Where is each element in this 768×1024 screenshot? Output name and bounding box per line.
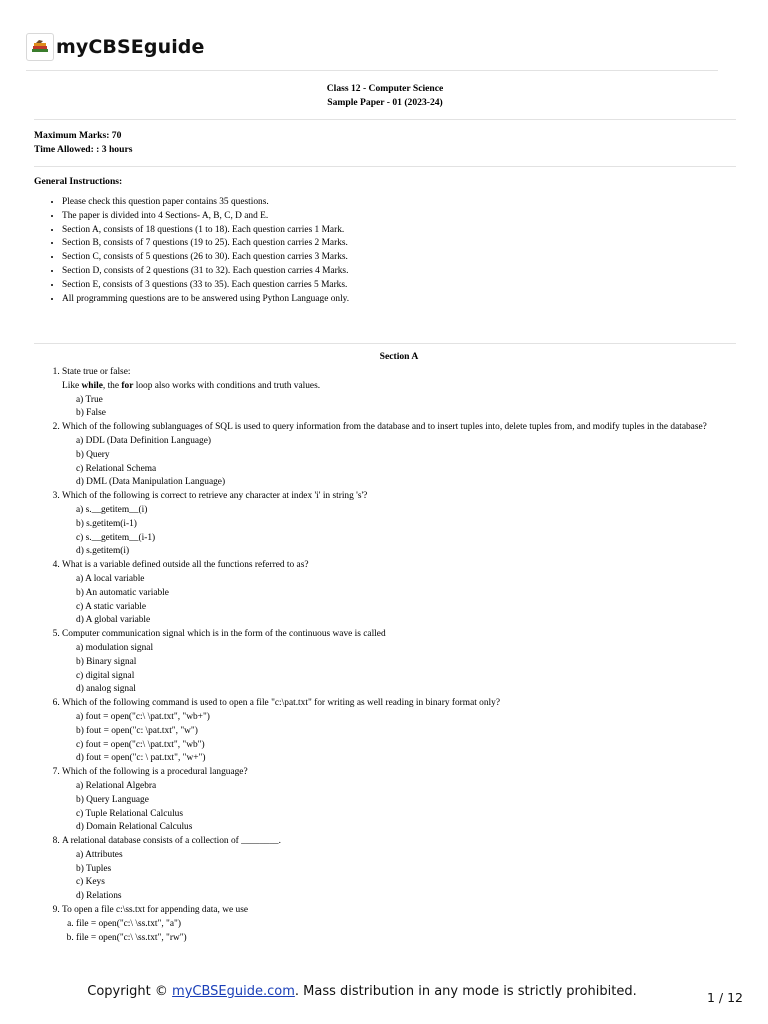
paper-meta [34,129,132,156]
statement-text: loop also works with conditions and truth values. [133,380,321,391]
header [26,32,205,62]
option-item: a) modulation signal [76,642,154,653]
option-item: c) Keys [76,877,105,888]
instruction-item: • Section E, consists of 3 questions (33 to 35). Each question carries 5 Marks. [62,279,349,293]
sample-line: Sample Paper - 01 (2023-24) [327,97,443,108]
section-title: Section A [379,351,419,362]
option-item: c) s.__getitem__(i-1) [76,532,156,543]
option-item: c) fout = open("c:\ \pat.txt", "wb") [76,739,205,750]
option-item: a) Relational Algebra [76,780,157,791]
site-link[interactable]: myCBSEguide.com [172,984,295,999]
question-text: To open a file c:\ss.txt for appending data, we use [62,905,249,916]
options-list [62,573,730,628]
option-item: d) A global variable [76,615,151,626]
option-item: d) fout = open("c: \ pat.txt", "w+") [76,753,206,764]
question-statement [62,380,730,394]
option-item: d) DML (Data Manipulation Language) [76,477,226,488]
option-item: a) DDL (Data Definition Language) [76,435,212,446]
option-item: a. file = open("c:\ \ss.txt", "a") [76,918,730,932]
question-list [34,366,730,945]
copyright-suffix: . Mass distribution in any mode is strictly prohibited. [294,984,637,999]
question-text: Which of the following is correct to retrieve any character at index 'i' in string 's'? [62,491,368,502]
option-item: a) fout = open("c:\ \pat.txt", "wb+") [76,711,210,722]
paper-title [34,82,736,110]
instruction-item: • Section C, consists of 5 questions (26 to 30). Each question carries 3 Marks. [62,251,349,265]
option-item: c) Relational Schema [76,463,157,474]
statement-text: , the [102,380,122,391]
options-list [62,504,730,559]
instruction-item: • The paper is divided into 4 Sections- A, B, C, D and E. [62,210,349,224]
class-line: Class 12 - Computer Science [326,83,444,94]
instructions-title: General Instructions: [34,176,123,187]
option-item: b) Tuples [76,863,112,874]
instruction-item: • Section B, consists of 7 questions (19 to 25). Each question carries 2 Marks. [62,237,349,251]
option-item: a) s.__getitem__(i) [76,504,148,515]
options-list [62,435,730,490]
options-list [62,711,730,766]
option-item: a) Attributes [76,849,123,860]
question-item [62,697,730,766]
option-item: d) s.getitem(i) [76,546,130,557]
header-divider [26,70,718,71]
option-item: b) An automatic variable [76,587,169,598]
question-item [62,835,730,904]
footer [0,984,724,999]
question-text: A relational database consists of a collection of ________. [62,836,281,847]
options-list [62,394,730,422]
option-item: b) s.getitem(i-1) [76,518,137,529]
option-item: b) Binary signal [76,656,137,667]
options-list [62,780,730,835]
instructions-list [34,196,349,306]
option-item: a) True [76,394,103,405]
keyword-for: for [121,380,134,391]
option-item: d) Relations [76,891,122,902]
instruction-item: • Please check this question paper contains 35 questions. [62,196,349,210]
question-item [62,366,730,421]
page-number: 1 / 12 [706,990,743,1005]
question-item [62,490,730,559]
time-allowed: Time Allowed: : 3 hours [34,143,133,155]
divider [34,343,736,344]
option-item: c) Tuple Relational Calculus [76,808,184,819]
question-item [62,559,730,628]
copyright-prefix: Copyright © [87,984,173,999]
option-item: b. file = open("c:\ \ss.txt", "rw") [76,932,730,946]
option-item: d) Domain Relational Calculus [76,822,193,833]
options-list [62,642,730,697]
option-item: c) digital signal [76,670,135,681]
option-item: b) Query [76,449,110,460]
question-item [62,421,730,490]
option-item: b) fout = open("c: \pat.txt", "w") [76,725,198,736]
instruction-item: • Section A, consists of 18 questions (1 to 18). Each question carries 1 Mark. [62,224,349,238]
book-stack-icon [26,33,54,61]
instruction-item: • Section D, consists of 2 questions (31 to 32). Each question carries 4 Marks. [62,265,349,279]
option-item: b) Query Language [76,794,149,805]
option-item: d) analog signal [76,684,136,695]
options-list [62,849,730,904]
question-text: Computer communication signal which is in the form of the continuous wave is called [62,629,386,640]
question-item [62,766,730,835]
question-text: What is a variable defined outside all the functions referred to as? [62,560,309,571]
brand-name: myCBSEguide [56,36,205,58]
instruction-item: • All programming questions are to be answered using Python Language only. [62,293,349,307]
max-marks: Maximum Marks: 70 [34,130,122,141]
question-item [62,904,730,945]
option-item: c) A static variable [76,601,147,612]
question-text: Which of the following command is used to open a file "c:\pat.txt" for writing as well reading in binary format only? [62,698,501,709]
keyword-while: while [81,380,103,391]
question-text: State true or false: [62,367,131,377]
options-list [62,918,730,946]
question-text: Which of the following is a procedural language? [62,767,248,778]
statement-text: Like [62,380,82,391]
option-item: b) False [76,408,106,419]
divider [34,166,736,167]
option-item: a) A local variable [76,573,145,584]
divider [34,119,736,120]
question-item [62,628,730,697]
question-text: Which of the following sublanguages of SQL is used to query information from the database and to insert tuples into, delete tuples from, and modify tuples in the database? [62,422,707,433]
